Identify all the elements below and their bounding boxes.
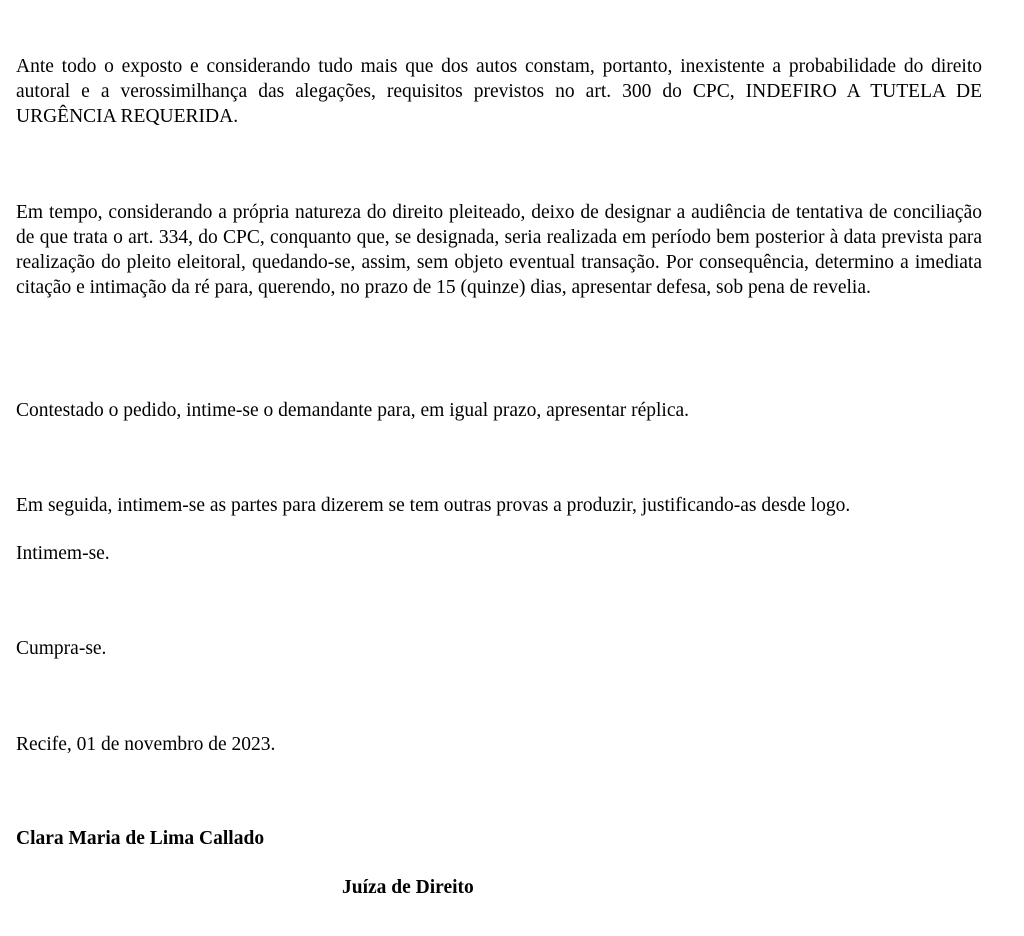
paragraph-intimem-se: Intimem-se. <box>16 543 110 564</box>
place-date: Recife, 01 de novembro de 2023. <box>16 734 276 755</box>
signer-name: Clara Maria de Lima Callado <box>16 828 265 849</box>
signer-title: Juíza de Direito <box>342 877 474 898</box>
paragraph-replica: Contestado o pedido, intime-se o demandante para, em igual prazo, apresentar réplica. <box>16 400 690 421</box>
paragraph-audiencia-conciliacao: Em tempo, considerando a própria natureza do direito pleiteado, deixo de designar a audiência de tentativa de conciliação de que trata o art. 334, do CPC, conquanto que, se designada, seria realizada em período bem posterior à data prevista para realização do pleito eleitoral, quedando-se, assim, sem objeto eventual transação. Por consequência, determino a imediata citação e intimação da ré para, querendo, no prazo de 15 (quinze) dias, apresentar defesa, sob pena de revelia. <box>16 202 982 298</box>
paragraph-provas: Em seguida, intimem-se as partes para dizerem se tem outras provas a produzir, justificando-as desde logo. <box>16 495 851 516</box>
paragraph-cumpra-se: Cumpra-se. <box>16 638 107 659</box>
paragraph-tutela-urgencia: Ante todo o exposto e considerando tudo mais que dos autos constam, portanto, inexistente a probabilidade do direito autoral e a verossimilhança das alegações, requisitos previstos no art. 300 do CPC, INDEFIRO A TUTELA DE URGÊNCIA REQUERIDA. <box>16 56 982 127</box>
